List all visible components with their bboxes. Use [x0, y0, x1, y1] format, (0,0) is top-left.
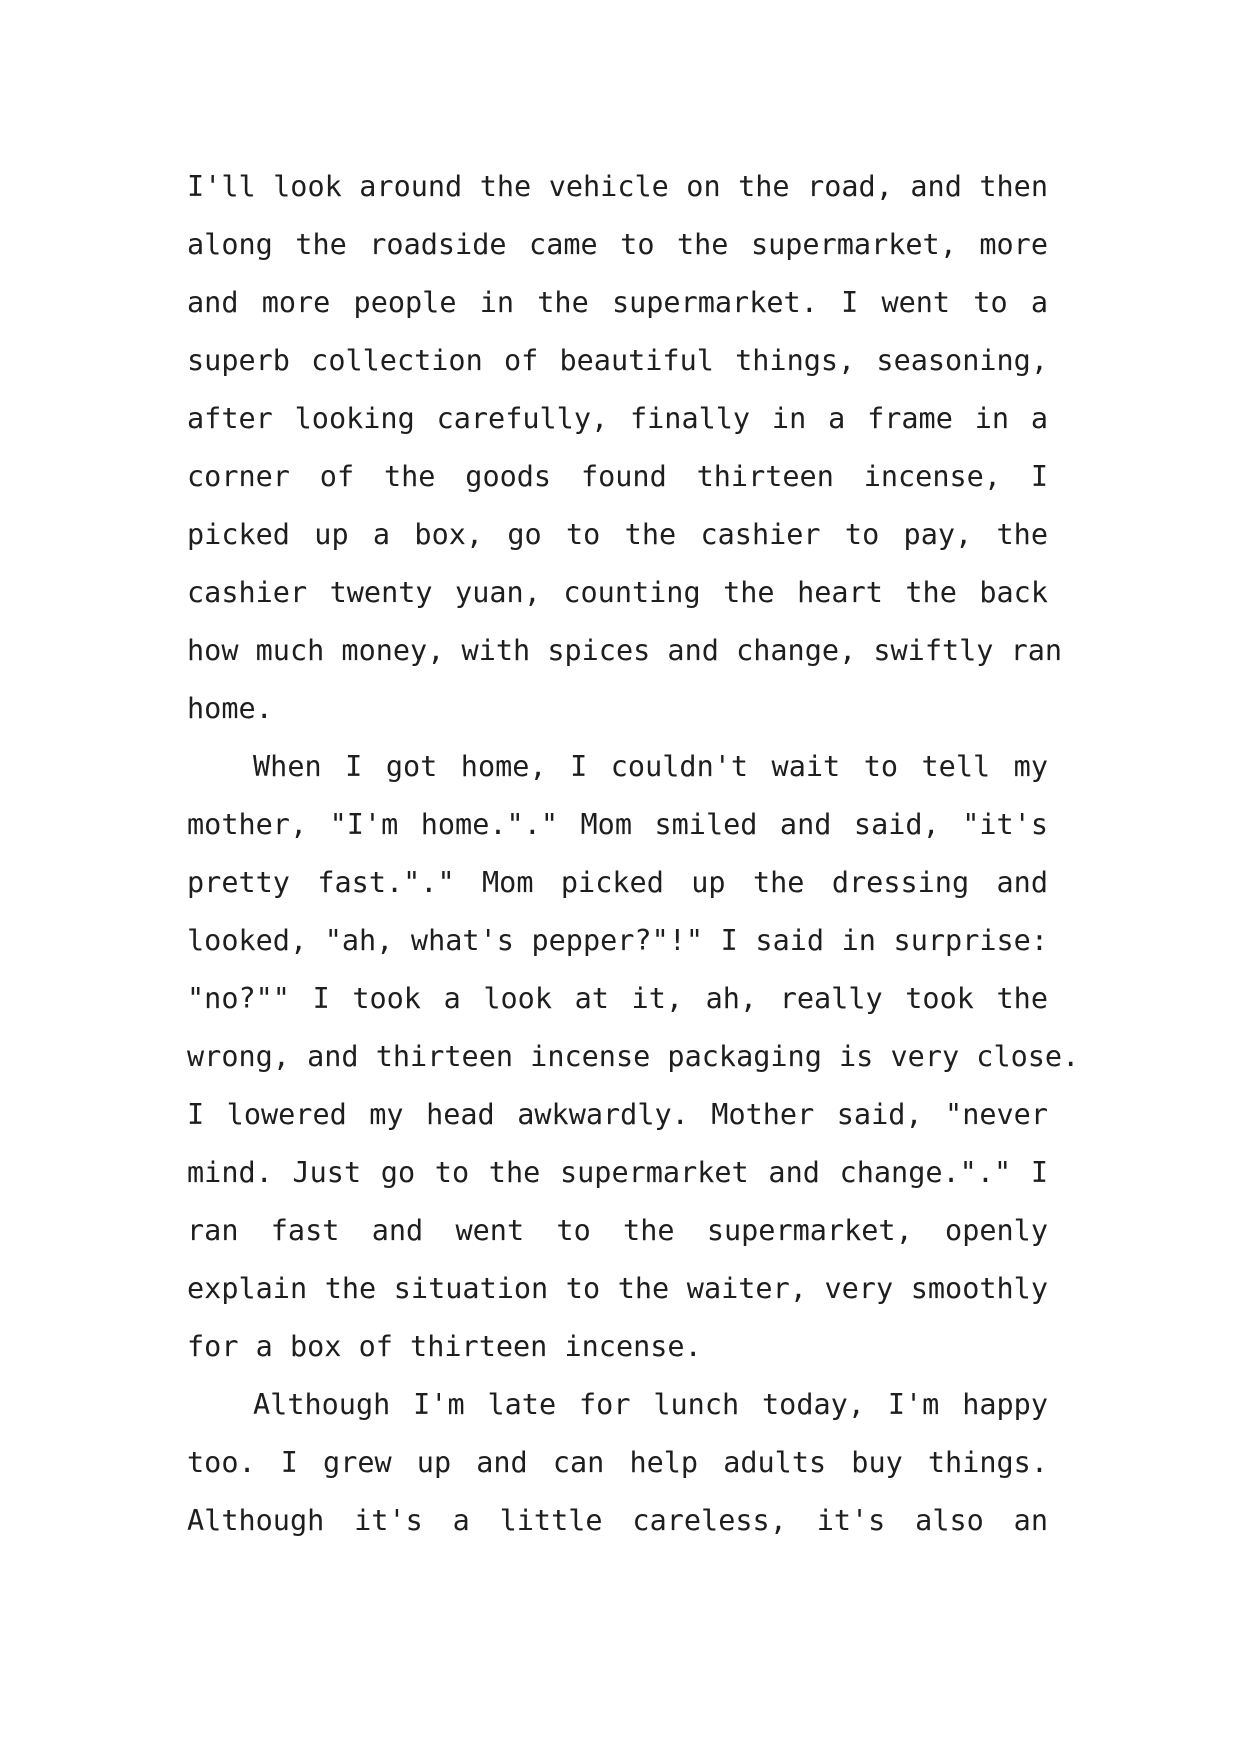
text-line: home. — [187, 692, 273, 725]
text-line: I lowered my head awkwardly. Mother said, "never — [187, 1098, 1048, 1131]
text-line: mother, "I'm home."." Mom smiled and said, "it's — [187, 808, 1048, 841]
text-line: ran fast and went to the supermarket, openly — [187, 1214, 1048, 1247]
text-line: corner of the goods found thirteen incense, I — [187, 460, 1048, 493]
text-line: cashier twenty yuan, counting the heart the back — [187, 576, 1048, 609]
text-line: and more people in the supermarket. I went to a — [187, 286, 1048, 319]
text-line: along the roadside came to the supermarket, more — [187, 228, 1048, 261]
text-line: pretty fast."." Mom picked up the dressing and — [187, 866, 1048, 899]
text-line: mind. Just go to the supermarket and change."." I — [187, 1156, 1048, 1189]
body-text — [187, 158, 1080, 1550]
text-line: I'll look around the vehicle on the road, and then — [187, 170, 1048, 203]
text-line: Although I'm late for lunch today, I'm happy — [253, 1388, 1048, 1421]
text-line: wrong, and thirteen incense packaging is very close. — [187, 1040, 1080, 1073]
text-line: Although it's a little careless, it's also an — [187, 1504, 1048, 1537]
text-line: explain the situation to the waiter, very smoothly — [187, 1272, 1048, 1305]
text-line: after looking carefully, finally in a frame in a — [187, 402, 1048, 435]
text-line: too. I grew up and can help adults buy things. — [187, 1446, 1048, 1479]
text-line: "no?"" I took a look at it, ah, really took the — [187, 982, 1048, 1015]
text-line: superb collection of beautiful things, seasoning, — [187, 344, 1048, 377]
text-line: for a box of thirteen incense. — [187, 1330, 702, 1363]
text-line: When I got home, I couldn't wait to tell my — [253, 750, 1048, 783]
text-line: how much money, with spices and change, swiftly ran — [187, 634, 1063, 667]
text-line: picked up a box, go to the cashier to pay, the — [187, 518, 1048, 551]
text-line: looked, "ah, what's pepper?"!" I said in surprise: — [187, 924, 1048, 957]
